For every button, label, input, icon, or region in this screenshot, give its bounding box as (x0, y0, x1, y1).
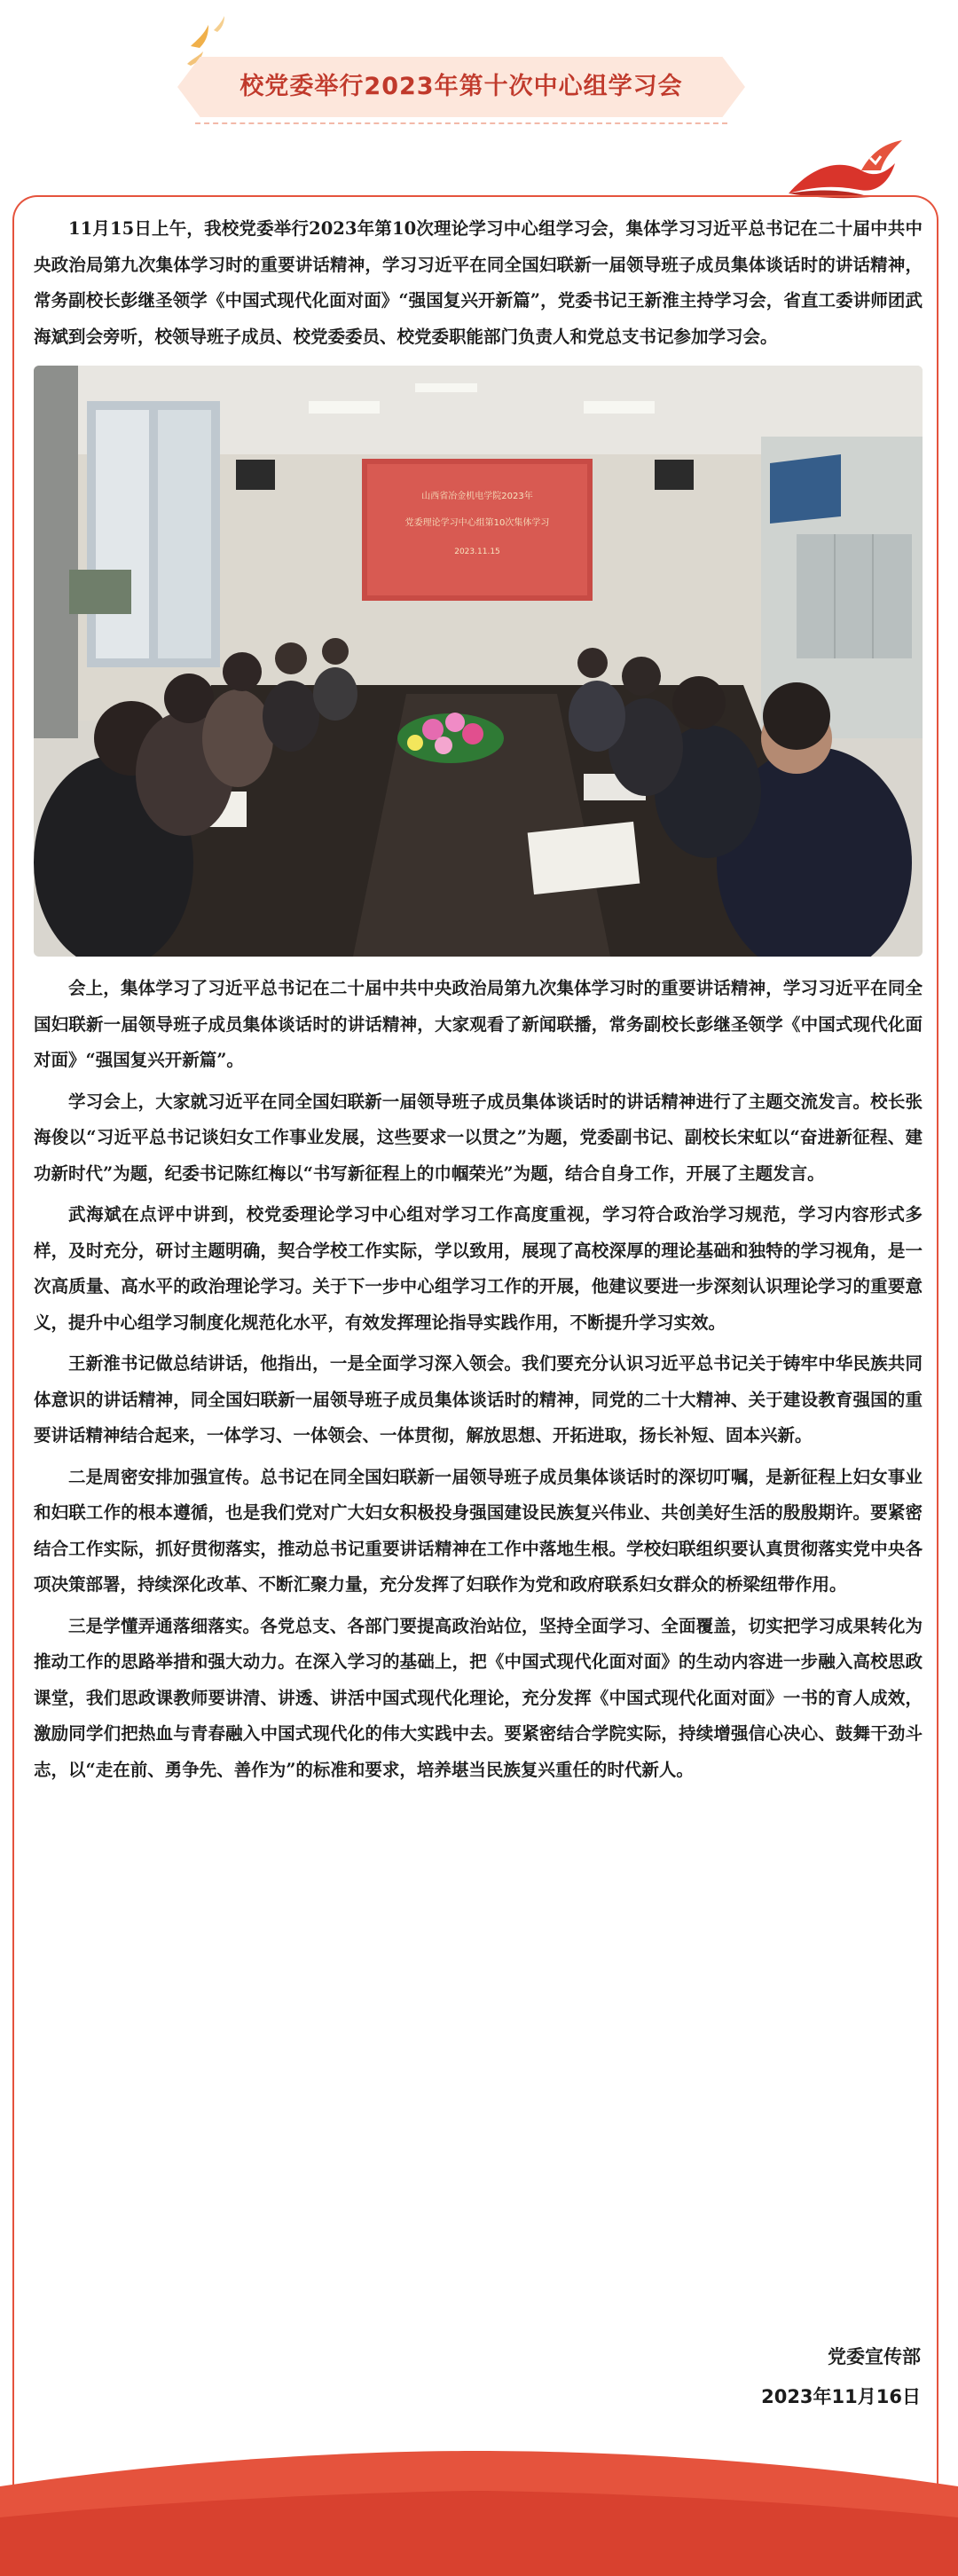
screen-line-2: 党委理论学习中心组第10次集体学习 (404, 518, 550, 528)
screen-line-1: 山西省冶金机电学院2023年 (421, 492, 533, 501)
paragraph-4: 武海斌在点评中讲到，校党委理论学习中心组对学习工作高度重视，学习符合政治学习规范，学习内容形式多样，及时充分，研讨主题明确，契合学校工作实际，学以致用，展现了高校深厚的理论基础和独特的学习视角，是一次高质量、高水平的政治理论学习。关于下一步中心组学习工作的开展，他建议要进一步深刻认识理论学习的重要意义，提升中心组学习制度化规范化水平，有效发挥理论指导实践作用，不断提升学习实效。 (34, 1204, 923, 1333)
title-underline (195, 122, 727, 124)
meeting-room-image (34, 366, 923, 957)
paragraph-intro: 11月15日上午，我校党委举行2023年第10次理论学习中心组学习会，集体学习习近平总书记在二十届中共中央政治局第九次集体学习时的重要讲话精神，学习习近平在同全国妇联新一届领导班子成员集体谈话时的讲话精神，常务副校长彭继圣领学《中国式现代化面对面》“强国复兴开新篇”，党委书记王新淮主持学习会，省直工委讲师团武海斌到会旁听，校领导班子成员、校党委委员、校党委职能部门负责人和党总支书记参加学习会。 (34, 218, 923, 347)
paragraph-2: 会上，集体学习了习近平总书记在二十届中共中央政治局第九次集体学习时的重要讲话精神，学习习近平在同全国妇联新一届领导班子成员集体谈话时的讲话精神，大家观看了新闻联播，常务副校长彭继圣领学《中国式现代化面对面》“强国复兴开新篇”。 (34, 978, 923, 1070)
meeting-photo (34, 366, 923, 957)
signature-department: 党委宣传部 (828, 2345, 921, 2367)
paragraph-3: 学习会上，大家就习近平在同全国妇联新一届领导班子成员集体谈话时的讲话精神进行了主题交流发言。校长张海俊以“习近平总书记谈妇女工作事业发展，这些要求一以贯之”为题，党委副书记、副校长宋虹以“奋进新征程、建功新时代”为题，纪委书记陈红梅以“书写新征程上的巾帼荣光”为题，结合自身工作，开展了主题发言。 (34, 1091, 923, 1184)
page-title: 校党委举行2023年第十次中心组学习会 (240, 73, 683, 100)
page-header (0, 0, 958, 177)
paragraph-6: 二是周密安排加强宣传。总书记在同全国妇联新一届领导班子成员集体谈话时的深切叮嘱，是新征程上妇女事业和妇联工作的根本遵循，也是我们党对广大妇女积极投身强国建设民族复兴伟业、共创美好生活的殷殷期许。要紧密结合工作实际，抓好贯彻落实，推动总书记重要讲话精神在工作中落地生根。学校妇联组织要认真贯彻落实党中央各项决策部署，持续深化改革、不断汇聚力量，充分发挥了妇联作为党和政府联系妇女群众的桥梁纽带作用。 (34, 1466, 923, 1595)
article-body (34, 211, 923, 1793)
footer-wave (0, 2433, 958, 2576)
paragraph-7: 三是学懂弄通落细落实。各党总支、各部门要提高政治站位，坚持全面学习、全面覆盖，切实把学习成果转化为推动工作的思路举措和强大动力。在深入学习的基础上，把《中国式现代化面对面》的生动内容进一步融入高校思政课堂，我们思政课教师要讲清、讲透、讲活中国式现代化理论，充分发挥《中国式现代化面对面》一书的育人成效，激励同学们把热血与青春融入中国式现代化的伟大实践中去。要紧密结合学院实际，持续增强信心决心、鼓舞干劲斗志，以“走在前、勇争先、善作为”的标准和要求，培养堪当民族复兴重任的时代新人。 (34, 1615, 923, 1780)
screen-line-3: 2023.11.15 (454, 547, 500, 556)
signature-date: 2023年11月16日 (761, 2386, 921, 2407)
paragraph-5: 王新淮书记做总结讲话，他指出，一是全面学习深入领会。我们要充分认识习近平总书记关于铸牢中华民族共同体意识的讲话精神，同全国妇联新一届领导班子成员集体谈话时的精神，同党的二十大精神、关于建设教育强国的重要讲话精神结合起来，一体学习、一体领会、一体贯彻，解放思想、开拓进取，扬长补短、固本兴新。 (34, 1353, 923, 1446)
